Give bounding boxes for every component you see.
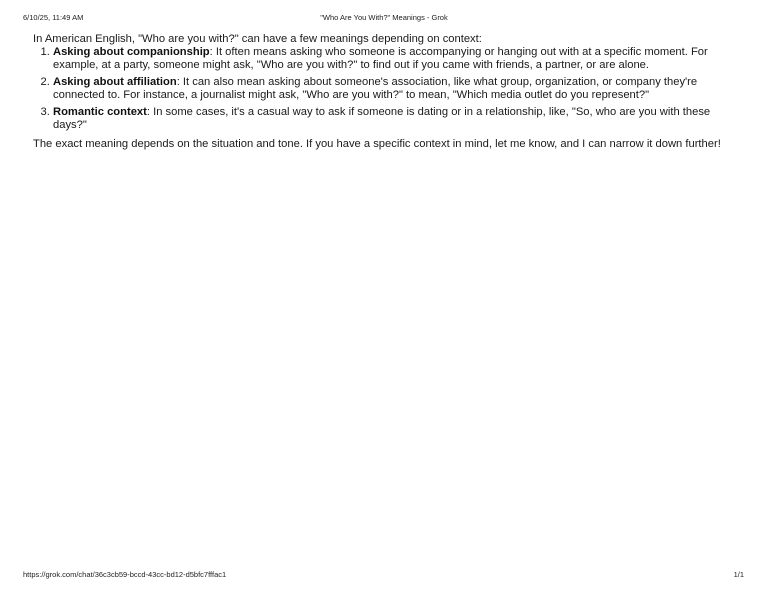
list-item-text: : It often means asking who someone is accompanying or hanging out with at a specific moment. For example, at a party, someone might ask, "Who are you with?" to find out if you came with friends, a partner, or are alone. bbox=[53, 46, 708, 71]
meanings-list bbox=[33, 46, 733, 132]
print-date: 6/10/25, 11:49 AM bbox=[23, 13, 84, 22]
list-item-text: : It can also mean asking about someone's association, like what group, organization, or company they're connected to. For instance, a journalist might ask, "Who are you with?" to mean, "Which media outlet do you represent?" bbox=[53, 76, 698, 101]
print-title: "Who Are You With?" Meanings - Grok bbox=[320, 13, 448, 22]
list-item bbox=[53, 106, 733, 132]
list-item-term: Romantic context bbox=[53, 106, 147, 118]
list-item bbox=[53, 46, 733, 72]
list-item bbox=[53, 76, 733, 102]
intro-paragraph: In American English, "Who are you with?" can have a few meanings depending on context: bbox=[33, 33, 482, 45]
closing-paragraph: The exact meaning depends on the situation and tone. If you have a specific context in mind, let me know, and I can narrow it down further! bbox=[33, 138, 721, 150]
message-body bbox=[33, 33, 733, 151]
list-item-term: Asking about affiliation bbox=[53, 76, 177, 88]
list-item-term: Asking about companionship bbox=[53, 46, 210, 58]
page-number: 1/1 bbox=[733, 570, 744, 579]
print-url: https://grok.com/chat/36c3cb59-bccd-43cc-bd12-d5bfc7fffac1 bbox=[23, 570, 227, 579]
list-item-text: : In some cases, it's a casual way to ask if someone is dating or in a relationship, like, "So, who are you with these days?" bbox=[53, 106, 711, 131]
